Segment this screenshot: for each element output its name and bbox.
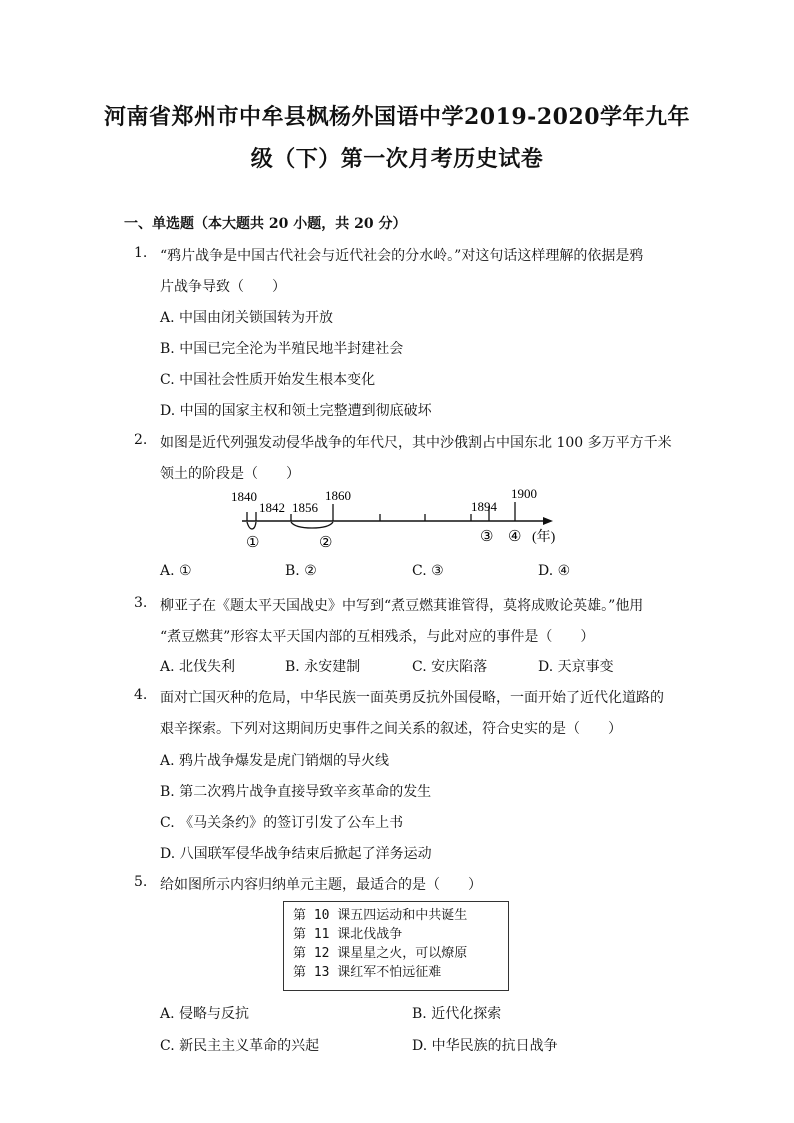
question-text-line: 面对亡国灭种的危局，中华民族一面英勇反抗外国侵略，一面开始了近代化道路的 xyxy=(160,690,664,706)
lesson-line: 第 10 课五四运动和中共诞生 xyxy=(293,908,468,923)
question-text-line: 给如图所示内容归纳单元主题，最适合的是（ ） xyxy=(160,877,482,893)
option-a[interactable]: A. ① xyxy=(160,563,192,579)
option-a[interactable]: A. 中国由闭关锁国转为开放 xyxy=(160,310,334,326)
question-text-line: 柳亚子在《题太平天国战史》中写到“煮豆燃萁谁管得，莫将成败论英雄。”他用 xyxy=(160,598,644,614)
unit-label: (年) xyxy=(532,530,556,545)
option-b[interactable]: B. 永安建制 xyxy=(285,659,361,675)
question-number: 5. xyxy=(134,874,148,890)
timeline-arrow-icon xyxy=(543,517,553,525)
exam-title-line2: 级（下）第一次月考历史试卷 xyxy=(250,146,544,172)
year-label: 1894 xyxy=(471,499,497,514)
option-d[interactable]: D. 天京事变 xyxy=(538,659,614,675)
option-a[interactable]: A. 鸦片战争爆发是虎门销烟的导火线 xyxy=(160,753,390,769)
lesson-line: 第 12 课星星之火，可以燎原 xyxy=(293,946,468,961)
section-heading: 一、单选题（本大题共 20 小题，共 20 分） xyxy=(124,216,407,232)
question-text-line: “煮豆燃萁”形容太平天国内部的互相残杀，与此对应的事件是（ ） xyxy=(160,629,595,645)
year-label: 1840 xyxy=(231,489,257,504)
question-text-line: 片战争导致（ ） xyxy=(160,279,286,295)
option-c[interactable]: C. 新民主主义革命的兴起 xyxy=(160,1038,320,1054)
lesson-line: 第 11 课北伐战争 xyxy=(293,927,403,942)
year-label: 1860 xyxy=(325,488,351,503)
option-a[interactable]: A. 侵略与反抗 xyxy=(160,1006,250,1022)
option-b[interactable]: B. 近代化探索 xyxy=(412,1006,502,1022)
timeline-figure xyxy=(225,484,565,556)
option-b[interactable]: B. 第二次鸦片战争直接导致辛亥革命的发生 xyxy=(160,784,432,800)
year-label: 1856 xyxy=(292,500,318,515)
year-label: 1900 xyxy=(511,486,537,501)
question-text-line: 领土的阶段是（ ） xyxy=(160,466,300,482)
brace-1 xyxy=(247,522,256,529)
brace-2 xyxy=(291,522,333,528)
marker-1: ① xyxy=(246,535,260,551)
option-b[interactable]: B. 中国已完全沦为半殖民地半封建社会 xyxy=(160,341,404,357)
marker-4: ④ xyxy=(508,529,522,545)
option-d[interactable]: D. 中国的国家主权和领土完整遭到彻底破坏 xyxy=(160,403,432,419)
marker-3: ③ xyxy=(480,529,494,545)
marker-2: ② xyxy=(319,535,333,551)
question-text-line: 如图是近代列强发动侵华战争的年代尺，其中沙俄割占中国东北 100 多万平方千米 xyxy=(160,435,672,451)
question-number: 4. xyxy=(134,687,148,703)
question-number: 1. xyxy=(134,245,148,261)
option-a[interactable]: A. 北伐失利 xyxy=(160,659,236,675)
option-c[interactable]: C. ③ xyxy=(412,563,444,579)
option-b[interactable]: B. ② xyxy=(285,563,317,579)
year-label: 1842 xyxy=(259,500,285,515)
unit-lessons-box xyxy=(283,901,509,991)
option-c[interactable]: C. 中国社会性质开始发生根本变化 xyxy=(160,372,376,388)
option-d[interactable]: D. 八国联军侵华战争结束后掀起了洋务运动 xyxy=(160,846,432,862)
question-number: 2. xyxy=(134,432,148,448)
exam-title-line1: 河南省郑州市中牟县枫杨外国语中学2019-2020学年九年 xyxy=(103,104,691,130)
question-text-line: “鸦片战争是中国古代社会与近代社会的分水岭。”对这句话这样理解的依据是鸦 xyxy=(160,248,644,264)
option-c[interactable]: C. 《马关条约》的签订引发了公车上书 xyxy=(160,815,404,831)
lesson-line: 第 13 课红军不怕远征难 xyxy=(293,965,442,980)
option-d[interactable]: D. 中华民族的抗日战争 xyxy=(412,1038,558,1054)
option-c[interactable]: C. 安庆陷落 xyxy=(412,659,488,675)
question-number: 3. xyxy=(134,595,148,611)
question-text-line: 艰辛探索。下列对这期间历史事件之间关系的叙述，符合史实的是（ ） xyxy=(160,721,622,737)
option-d[interactable]: D. ④ xyxy=(538,563,571,579)
